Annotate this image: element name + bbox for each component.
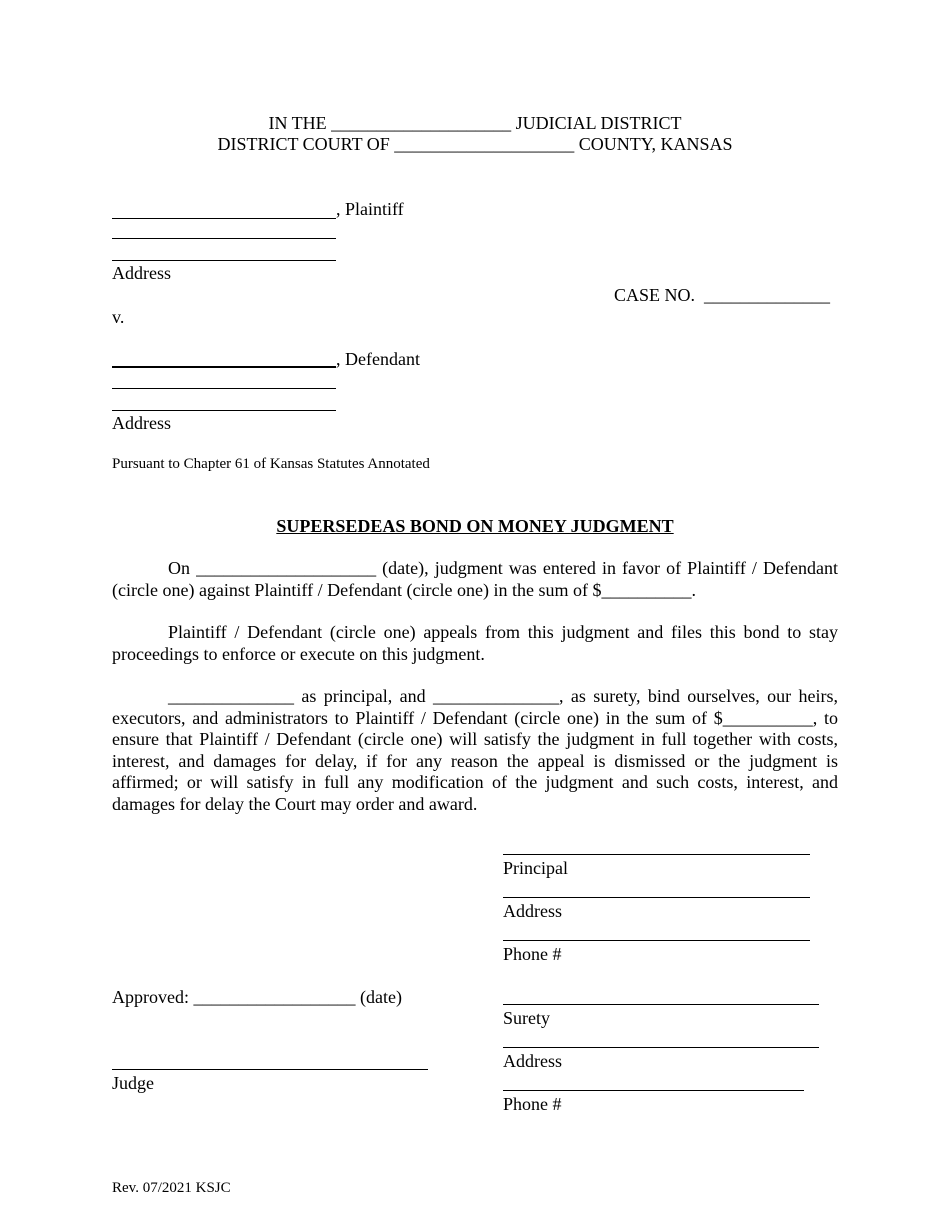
principal-address-line[interactable] xyxy=(503,897,810,898)
versus-label: v. xyxy=(112,307,125,327)
defendant-address-line-2[interactable] xyxy=(112,410,336,411)
statute-note: Pursuant to Chapter 61 of Kansas Statutes Annotated xyxy=(112,456,430,472)
principal-phone-label: Phone # xyxy=(503,944,562,964)
judge-label: Judge xyxy=(112,1073,154,1093)
plaintiff-address-label: Address xyxy=(112,263,171,283)
judge-signature-line[interactable] xyxy=(112,1069,428,1070)
judgment-paragraph: On ____________________ (date), judgment was entered in favor of Plaintiff / Defendant (circle one) against Plaintiff / Defendant (circle one) in the sum of $__________. xyxy=(112,558,838,600)
defendant-address-label: Address xyxy=(112,413,171,433)
appeal-paragraph: Plaintiff / Defendant (circle one) appeals from this judgment and files this bond to stay proceedings to enforce or execute on this judgment. xyxy=(112,622,838,664)
case-number-field: CASE NO. ______________ xyxy=(614,285,831,305)
revision-footer: Rev. 07/2021 KSJC xyxy=(112,1180,231,1196)
bond-terms-paragraph: ______________ as principal, and ______________, as surety, bind ourselves, our heirs, executors, and administrators to Plaintiff / Defendant (circle one) in the sum of $__________, to ensure that Plaintiff / Defendant (circle one) will satisfy the judgment in full together with costs, interest, and damages for delay, if for any reason the appeal is dismissed or the judgment is affirmed; or will satisfy in full any modification of the judgment and such costs, interest, and damages for delay the Court may order and award. xyxy=(112,686,838,814)
principal-label: Principal xyxy=(503,858,568,878)
defendant-address-line-1[interactable] xyxy=(112,388,336,389)
defendant-name-line[interactable] xyxy=(112,366,336,368)
surety-signature-line[interactable] xyxy=(503,1004,819,1005)
surety-address-line[interactable] xyxy=(503,1047,819,1048)
principal-signature-line[interactable] xyxy=(503,854,810,855)
principal-phone-line[interactable] xyxy=(503,940,810,941)
defendant-label: , Defendant xyxy=(336,349,420,369)
surety-phone-label: Phone # xyxy=(503,1094,562,1114)
plaintiff-label: , Plaintiff xyxy=(336,199,404,219)
surety-address-label: Address xyxy=(503,1051,562,1071)
approved-date-field: Approved: __________________ (date) xyxy=(112,987,402,1007)
court-district-line: IN THE ____________________ JUDICIAL DISTRICT xyxy=(268,113,682,133)
surety-phone-line[interactable] xyxy=(503,1090,804,1091)
document-title: SUPERSEDEAS BOND ON MONEY JUDGMENT xyxy=(276,516,674,536)
plaintiff-name-line[interactable] xyxy=(112,218,336,219)
plaintiff-address-line-2[interactable] xyxy=(112,260,336,261)
plaintiff-address-line-1[interactable] xyxy=(112,238,336,239)
principal-address-label: Address xyxy=(503,901,562,921)
surety-label: Surety xyxy=(503,1008,550,1028)
court-county-line: DISTRICT COURT OF ____________________ COUNTY, KANSAS xyxy=(217,134,733,154)
